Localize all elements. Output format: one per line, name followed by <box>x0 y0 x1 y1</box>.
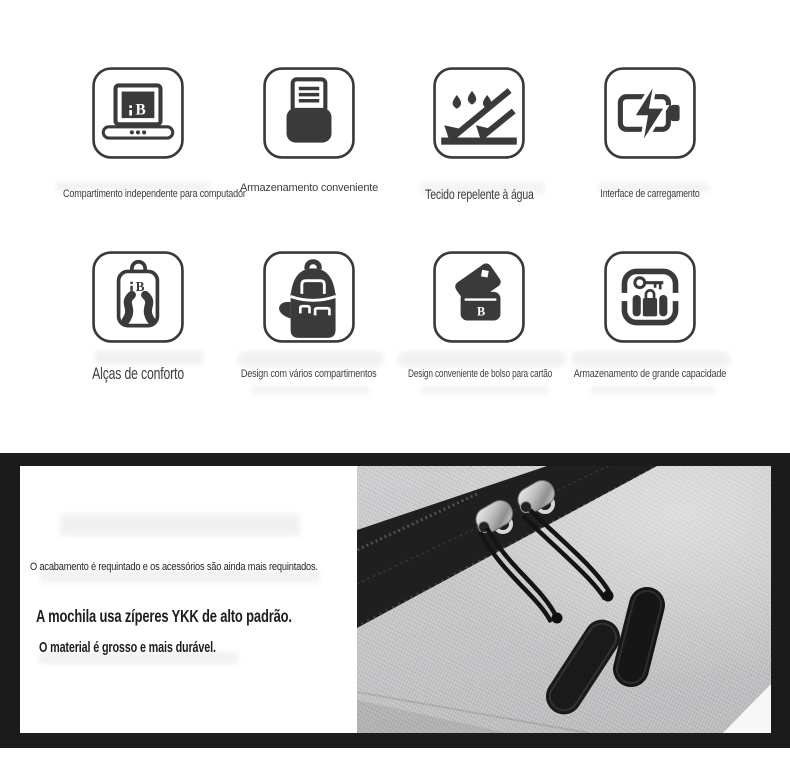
feature-caption: Design conveniente de bolso para cartão <box>408 368 553 380</box>
water-repellent-icon <box>432 66 526 160</box>
bottom-margin <box>0 748 790 769</box>
finish-description-text: O acabamento é requintado e os acessórios são ainda mais requintados. <box>30 561 318 573</box>
credit-cards-icon <box>432 250 526 344</box>
feature-water-repellent <box>384 66 574 204</box>
brand-letter: B <box>135 278 145 294</box>
feature-caption: Compartimento independente para computador <box>63 188 246 200</box>
feature-caption: Interface de carregamento <box>600 188 700 200</box>
material-text: O material é grosso e mais durável. <box>39 639 216 656</box>
zipper-illustration <box>357 466 771 733</box>
feature-card-pocket <box>384 250 574 382</box>
feature-caption: Armazenamento conveniente <box>239 182 379 194</box>
artifact-smudge <box>250 386 370 394</box>
feature-caption: Armazenamento de grande capacidade <box>573 368 727 380</box>
backpack-straps-icon <box>91 250 185 344</box>
zipper-photo <box>357 466 771 733</box>
feature-caption: Alças de conforto <box>92 365 184 383</box>
feature-large-capacity <box>555 250 745 382</box>
brand-letter: B <box>135 101 146 119</box>
usb-plug-icon <box>262 66 356 160</box>
ykk-zipper-text: A mochila usa zíperes YKK de alto padrão. <box>36 605 292 626</box>
feature-laptop-compartment <box>43 66 246 202</box>
artifact-smudge <box>590 386 715 394</box>
artifact-smudge <box>60 514 300 536</box>
charging-battery-icon <box>603 66 697 160</box>
feature-multi-compartment <box>214 250 404 382</box>
feature-caption: Tecido repelente à água <box>424 186 534 202</box>
zipper-detail-section <box>0 453 790 748</box>
artifact-smudge <box>420 386 550 394</box>
feature-caption: Design com vários compartimentos <box>241 368 377 380</box>
feature-charging-interface <box>555 66 745 202</box>
brand-letter: B <box>476 304 486 319</box>
laptop-icon <box>91 66 185 160</box>
description-panel <box>20 466 357 733</box>
suitcase-key-icon <box>603 250 697 344</box>
feature-comfort-straps <box>43 250 233 385</box>
feature-usb-storage <box>214 66 404 196</box>
backpack-icon <box>262 250 356 344</box>
